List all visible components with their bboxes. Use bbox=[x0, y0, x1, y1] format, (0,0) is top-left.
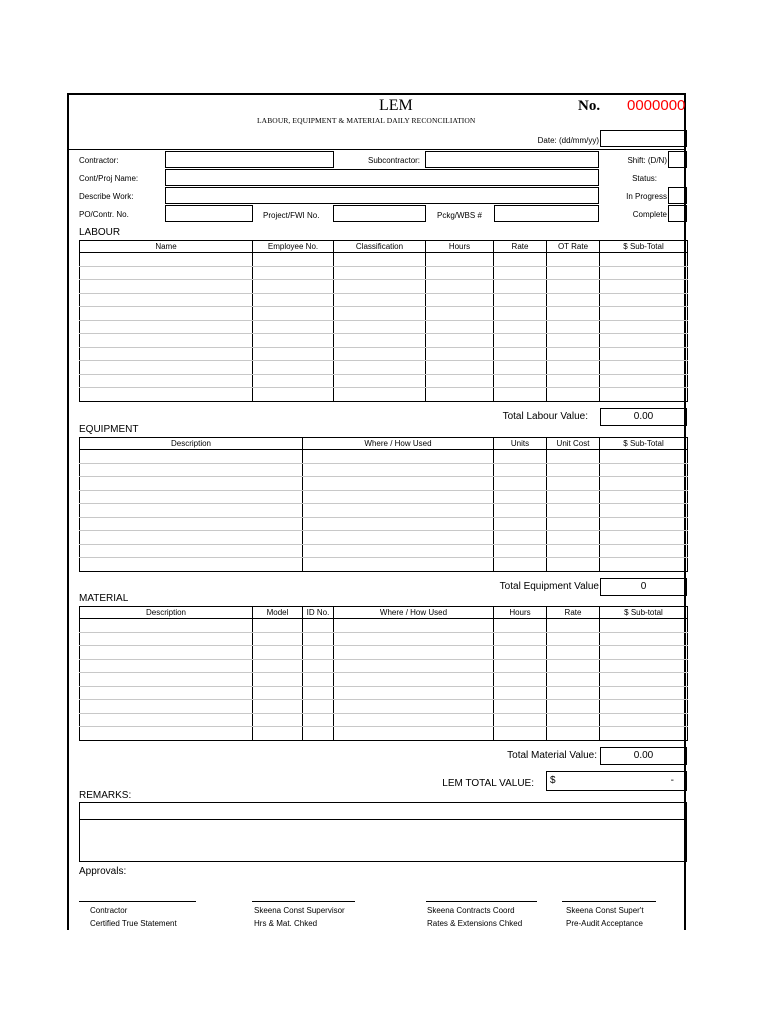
lem-form bbox=[67, 93, 686, 930]
equipment-col-description: Description bbox=[80, 438, 303, 450]
material-col-hours: Hours bbox=[494, 607, 547, 619]
table-row[interactable] bbox=[80, 293, 688, 307]
lem-total-value: - bbox=[670, 775, 674, 786]
in-progress-label: In Progress bbox=[626, 192, 667, 201]
total-equipment-value: 0 bbox=[600, 578, 687, 596]
labour-col-hours: Hours bbox=[426, 241, 494, 253]
table-row[interactable] bbox=[80, 659, 688, 673]
table-row[interactable] bbox=[80, 544, 688, 558]
shift-field[interactable] bbox=[668, 151, 687, 168]
form-title: LEM bbox=[379, 97, 413, 114]
table-row[interactable] bbox=[80, 632, 688, 646]
equipment-table bbox=[79, 437, 688, 572]
project-fwi-label: Project/FWI No. bbox=[263, 211, 320, 220]
pckg-label: Pckg/WBS # bbox=[437, 211, 482, 220]
table-row[interactable] bbox=[80, 504, 688, 518]
table-row[interactable] bbox=[80, 673, 688, 687]
signature-contracts-coord-subtitle: Rates & Extensions Chked bbox=[427, 919, 523, 928]
material-col-rate: Rate bbox=[547, 607, 600, 619]
table-row[interactable] bbox=[80, 388, 688, 402]
total-labour-value: 0.00 bbox=[600, 408, 687, 426]
labour-table bbox=[79, 240, 688, 402]
total-labour-label: Total Labour Value: bbox=[502, 411, 588, 422]
table-row[interactable] bbox=[80, 558, 688, 572]
complete-checkbox[interactable] bbox=[668, 205, 687, 222]
table-row[interactable] bbox=[80, 713, 688, 727]
table-row[interactable] bbox=[80, 280, 688, 294]
table-row[interactable] bbox=[80, 619, 688, 633]
describe-work-field[interactable] bbox=[165, 187, 599, 204]
describe-work-label: Describe Work: bbox=[79, 192, 134, 201]
table-row[interactable] bbox=[80, 320, 688, 334]
labour-col-ot-rate: OT Rate bbox=[547, 241, 600, 253]
signature-contractor-title: Contractor bbox=[90, 906, 128, 915]
table-row[interactable] bbox=[80, 490, 688, 504]
table-row[interactable] bbox=[80, 361, 688, 375]
table-row[interactable] bbox=[80, 727, 688, 741]
total-equipment-label: Total Equipment Value bbox=[499, 581, 599, 592]
signature-const-supert-subtitle: Pre-Audit Acceptance bbox=[566, 919, 643, 928]
date-field[interactable] bbox=[600, 130, 687, 147]
signature-contractor-subtitle: Certified True Statement bbox=[90, 919, 177, 928]
table-row[interactable] bbox=[80, 517, 688, 531]
table-row[interactable] bbox=[80, 531, 688, 545]
table-row[interactable] bbox=[80, 347, 688, 361]
contractor-label: Contractor: bbox=[79, 156, 119, 165]
labour-col-name: Name bbox=[80, 241, 253, 253]
approvals-label: Approvals: bbox=[79, 866, 127, 877]
lem-total-currency: $ bbox=[550, 775, 556, 786]
lem-total-box bbox=[546, 771, 687, 791]
labour-col-rate: Rate bbox=[494, 241, 547, 253]
complete-label: Complete bbox=[632, 210, 667, 219]
table-row[interactable] bbox=[80, 374, 688, 388]
date-label: Date: (dd/mm/yy) bbox=[537, 136, 599, 145]
cont-proj-field[interactable] bbox=[165, 169, 599, 186]
signature-const-supert-title: Skeena Const Super't bbox=[566, 906, 644, 915]
material-col-where-used: Where / How Used bbox=[334, 607, 494, 619]
signature-line-supervisor[interactable] bbox=[252, 901, 355, 902]
po-field[interactable] bbox=[165, 205, 253, 222]
material-section-title: MATERIAL bbox=[79, 593, 129, 604]
labour-section-title: LABOUR bbox=[79, 227, 121, 238]
labour-col-classification: Classification bbox=[334, 241, 426, 253]
equipment-col-subtotal: $ Sub-Total bbox=[600, 438, 688, 450]
table-row[interactable] bbox=[80, 307, 688, 321]
table-row[interactable] bbox=[80, 334, 688, 348]
table-row[interactable] bbox=[80, 686, 688, 700]
remarks-rule bbox=[80, 819, 686, 820]
labour-col-employee-no: Employee No. bbox=[253, 241, 334, 253]
po-label: PO/Contr. No. bbox=[79, 210, 129, 219]
total-material-value: 0.00 bbox=[600, 747, 687, 765]
pckg-field[interactable] bbox=[494, 205, 599, 222]
table-row[interactable] bbox=[80, 463, 688, 477]
signature-line-contractor[interactable] bbox=[79, 901, 196, 902]
in-progress-checkbox[interactable] bbox=[668, 187, 687, 204]
signature-supervisor-subtitle: Hrs & Mat. Chked bbox=[254, 919, 318, 928]
status-label: Status: bbox=[632, 174, 657, 183]
info-top-rule bbox=[69, 149, 684, 150]
total-material-label: Total Material Value: bbox=[507, 750, 597, 761]
signature-line-const-supert[interactable] bbox=[562, 901, 656, 902]
lem-total-label: LEM TOTAL VALUE: bbox=[442, 778, 534, 789]
signature-supervisor-title: Skeena Const Supervisor bbox=[254, 906, 345, 915]
table-row[interactable] bbox=[80, 646, 688, 660]
equipment-col-unit-cost: Unit Cost bbox=[547, 438, 600, 450]
form-number-value: 0000000 bbox=[627, 97, 686, 114]
project-fwi-field[interactable] bbox=[333, 205, 426, 222]
cont-proj-label: Cont/Proj Name: bbox=[79, 174, 139, 183]
equipment-col-units: Units bbox=[494, 438, 547, 450]
equipment-section-title: EQUIPMENT bbox=[79, 424, 139, 435]
material-col-description: Description bbox=[80, 607, 253, 619]
contractor-field[interactable] bbox=[165, 151, 334, 168]
table-row[interactable] bbox=[80, 700, 688, 714]
material-table bbox=[79, 606, 688, 741]
equipment-col-where-used: Where / How Used bbox=[303, 438, 494, 450]
shift-label: Shift: (D/N) bbox=[627, 156, 667, 165]
remarks-field[interactable] bbox=[79, 802, 687, 862]
material-col-model: Model bbox=[253, 607, 303, 619]
remarks-label: REMARKS: bbox=[79, 790, 132, 801]
form-subtitle: LABOUR, EQUIPMENT & MATERIAL DAILY RECONCILIATION bbox=[257, 116, 476, 125]
material-col-subtotal: $ Sub-total bbox=[600, 607, 688, 619]
signature-contracts-coord-title: Skeena Contracts Coord bbox=[427, 906, 515, 915]
table-row[interactable] bbox=[80, 450, 688, 464]
subcontractor-field[interactable] bbox=[425, 151, 599, 168]
subcontractor-label: Subcontractor: bbox=[368, 156, 421, 165]
signature-line-contracts-coord[interactable] bbox=[426, 901, 537, 902]
form-number-label: No. bbox=[578, 98, 601, 114]
table-row[interactable] bbox=[80, 253, 688, 267]
material-col-id-no: ID No. bbox=[303, 607, 334, 619]
table-row[interactable] bbox=[80, 477, 688, 491]
table-row[interactable] bbox=[80, 266, 688, 280]
labour-col-subtotal: $ Sub-Total bbox=[600, 241, 688, 253]
